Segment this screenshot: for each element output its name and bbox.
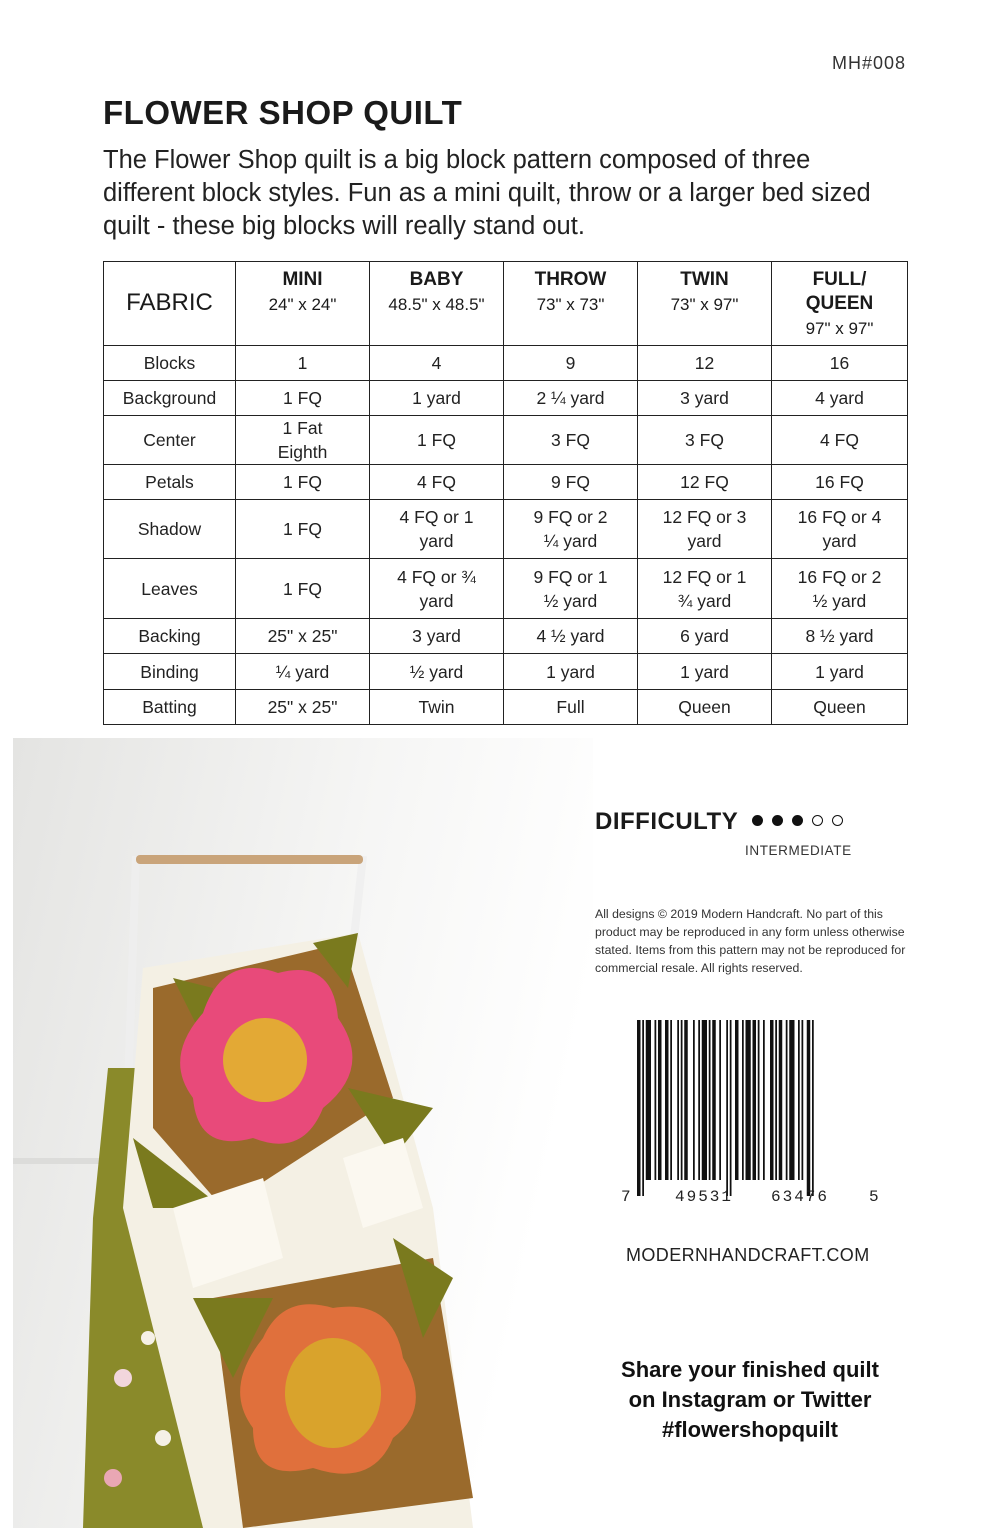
- fabric-amount: 25" x 25": [236, 690, 370, 725]
- size-name: MINI: [282, 269, 323, 290]
- barcode-bar: [812, 1020, 814, 1196]
- barcode-digits-left: 49531: [675, 1188, 734, 1206]
- barcode-bar: [763, 1020, 765, 1180]
- difficulty-label: DIFFICULTY: [595, 808, 739, 835]
- table-row: [104, 654, 908, 690]
- barcode-bar: [775, 1020, 777, 1180]
- size-dimensions: 24" x 24": [268, 295, 337, 314]
- fabric-amount: 12 FQ or 1 ¾ yard: [638, 559, 772, 619]
- header-baby: [370, 262, 504, 346]
- difficulty-rating: [752, 815, 843, 826]
- header-full-queen: [772, 262, 908, 346]
- barcode-bar: [753, 1020, 757, 1180]
- filled-dot-icon: [772, 815, 783, 826]
- barcode-bar: [719, 1020, 721, 1180]
- fabric-amount: ½ yard: [370, 654, 504, 690]
- fabric-amount: 4 FQ or 1 yard: [370, 500, 504, 559]
- table-row: [104, 619, 908, 654]
- fabric-amount: 1 Fat Eighth: [236, 416, 370, 465]
- fabric-label: Shadow: [104, 500, 236, 559]
- fabric-amount: ¼ yard: [236, 654, 370, 690]
- fabric-amount: 4 FQ: [772, 416, 908, 465]
- barcode-digit-check: 5: [869, 1188, 881, 1206]
- fabric-amount: 8 ½ yard: [772, 619, 908, 654]
- fabric-label: Batting: [104, 690, 236, 725]
- fabric-amount: 4 FQ: [370, 465, 504, 500]
- fabric-amount: 1 FQ: [236, 381, 370, 416]
- table-row: [104, 346, 908, 381]
- fabric-amount: 3 FQ: [504, 416, 638, 465]
- fabric-amount: 4: [370, 346, 504, 381]
- barcode-bar: [709, 1020, 711, 1180]
- size-dimensions: 48.5" x 48.5": [388, 295, 485, 314]
- empty-dot-icon: [812, 815, 823, 826]
- fabric-amount: 2 ¼ yard: [504, 381, 638, 416]
- share-callout: [595, 1355, 905, 1445]
- barcode-bar: [684, 1020, 688, 1180]
- copyright-notice: All designs © 2019 Modern Handcraft. No part of this product may be reproduced in any form unless otherwise stated. Items from this pattern may not be reproduced for commercial resale. All rights reserved.: [595, 907, 906, 975]
- fabric-amount: Twin: [370, 690, 504, 725]
- size-name: TWIN: [680, 269, 729, 290]
- barcode-bar: [665, 1020, 669, 1180]
- fabric-amount: 9 FQ: [504, 465, 638, 500]
- fabric-label: Petals: [104, 465, 236, 500]
- fabric-amount: 1 yard: [772, 654, 908, 690]
- fabric-amount: 1 yard: [504, 654, 638, 690]
- share-line-2: on Instagram or Twitter: [628, 1387, 872, 1412]
- barcode-digit-first: 7: [621, 1188, 633, 1206]
- fabric-amount: 9 FQ or 1 ½ yard: [504, 559, 638, 619]
- fabric-amount: Queen: [638, 690, 772, 725]
- barcode: [637, 1020, 867, 1196]
- barcode-bar: [735, 1020, 739, 1180]
- table-header: [104, 262, 908, 346]
- fabric-requirements-table: [103, 261, 908, 725]
- share-hashtag: #flowershopquilt: [662, 1417, 838, 1442]
- barcode-bar: [802, 1020, 804, 1180]
- barcode-bar: [726, 1020, 728, 1196]
- fabric-label: Background: [104, 381, 236, 416]
- barcode-bar: [702, 1020, 707, 1180]
- page-title: FLOWER SHOP QUILT: [103, 94, 463, 131]
- barcode-bar: [779, 1020, 783, 1180]
- barcode-bar: [789, 1020, 794, 1180]
- fabric-amount: 1 FQ: [236, 559, 370, 619]
- fabric-label: Backing: [104, 619, 236, 654]
- size-name: FULL/ QUEEN: [805, 269, 874, 314]
- table-row: [104, 559, 908, 619]
- ladder-rung: [136, 855, 363, 864]
- table-row: [104, 690, 908, 725]
- barcode-bar: [658, 1020, 662, 1180]
- barcode-bar: [730, 1020, 732, 1196]
- barcode-bar: [742, 1020, 744, 1180]
- fabric-amount: 1: [236, 346, 370, 381]
- size-dimensions: 97" x 97": [805, 319, 874, 338]
- fabric-amount: 4 yard: [772, 381, 908, 416]
- fabric-amount: 16 FQ: [772, 465, 908, 500]
- size-dimensions: 73" x 73": [536, 295, 605, 314]
- barcode-bar: [786, 1020, 788, 1180]
- fabric-amount: Queen: [772, 690, 908, 725]
- barcode-bar: [798, 1020, 800, 1180]
- barcode-bar: [681, 1020, 683, 1180]
- share-line-1: Share your finished quilt: [621, 1357, 879, 1382]
- fabric-amount: 1 FQ: [236, 465, 370, 500]
- barcode-bar: [637, 1020, 641, 1196]
- fabric-amount: 4 ½ yard: [504, 619, 638, 654]
- quilt-photo: [13, 738, 593, 1528]
- fabric-amount: 9: [504, 346, 638, 381]
- table-row: [104, 381, 908, 416]
- size-name: BABY: [409, 269, 464, 290]
- fabric-amount: 16 FQ or 2 ½ yard: [772, 559, 908, 619]
- fabric-amount: 12 FQ or 3 yard: [638, 500, 772, 559]
- fabric-amount: 9 FQ or 2 ¼ yard: [504, 500, 638, 559]
- fabric-amount: 25" x 25": [236, 619, 370, 654]
- barcode-bar: [677, 1020, 679, 1180]
- table-row: [104, 416, 908, 465]
- barcode-digits-right: 63476: [771, 1188, 830, 1206]
- fabric-amount: 12: [638, 346, 772, 381]
- table-row: [104, 465, 908, 500]
- fabric-label: Leaves: [104, 559, 236, 619]
- fabric-amount: 3 yard: [638, 381, 772, 416]
- fabric-amount: 1 FQ: [370, 416, 504, 465]
- fabric-amount: 1 yard: [370, 381, 504, 416]
- barcode-bar: [693, 1020, 695, 1180]
- fabric-amount: 16: [772, 346, 908, 381]
- header-mini: [236, 262, 370, 346]
- fabric-label: Blocks: [104, 346, 236, 381]
- pattern-code: MH#008: [831, 53, 906, 73]
- fabric-amount: 1 FQ: [236, 500, 370, 559]
- header-twin: [638, 262, 772, 346]
- barcode-bar: [770, 1020, 774, 1180]
- fabric-amount: 3 yard: [370, 619, 504, 654]
- filled-dot-icon: [792, 815, 803, 826]
- fabric-amount: 6 yard: [638, 619, 772, 654]
- fabric-label: Center: [104, 416, 236, 465]
- filled-dot-icon: [752, 815, 763, 826]
- barcode-bar: [712, 1020, 716, 1180]
- empty-dot-icon: [832, 815, 843, 826]
- size-name: THROW: [534, 269, 607, 290]
- barcode-bar: [746, 1020, 751, 1180]
- fabric-amount: 4 FQ or ¾ yard: [370, 559, 504, 619]
- barcode-bar: [807, 1020, 811, 1196]
- fabric-amount: 12 FQ: [638, 465, 772, 500]
- barcode-bar: [642, 1020, 644, 1196]
- header-fabric: FABRIC: [104, 262, 236, 346]
- table-row: [104, 500, 908, 559]
- fabric-amount: Full: [504, 690, 638, 725]
- barcode-bar: [670, 1020, 672, 1180]
- barcode-bar: [758, 1020, 760, 1180]
- size-dimensions: 73" x 97": [670, 295, 739, 314]
- fabric-amount: 3 FQ: [638, 416, 772, 465]
- barcode-bar: [655, 1020, 657, 1180]
- website-link[interactable]: MODERNHANDCRAFT.COM: [626, 1245, 870, 1265]
- barcode-bar: [698, 1020, 700, 1180]
- fabric-amount: 1 yard: [638, 654, 772, 690]
- barcode-bar: [646, 1020, 651, 1180]
- fabric-amount: 16 FQ or 4 yard: [772, 500, 908, 559]
- description: The Flower Shop quilt is a big block pattern composed of three different block styles. Fun as a mini quilt, throw or a larger bed sized quilt - these big blocks will really stand out.: [103, 146, 871, 240]
- fabric-label: Binding: [104, 654, 236, 690]
- header-throw: [504, 262, 638, 346]
- difficulty-level: INTERMEDIATE: [745, 843, 852, 858]
